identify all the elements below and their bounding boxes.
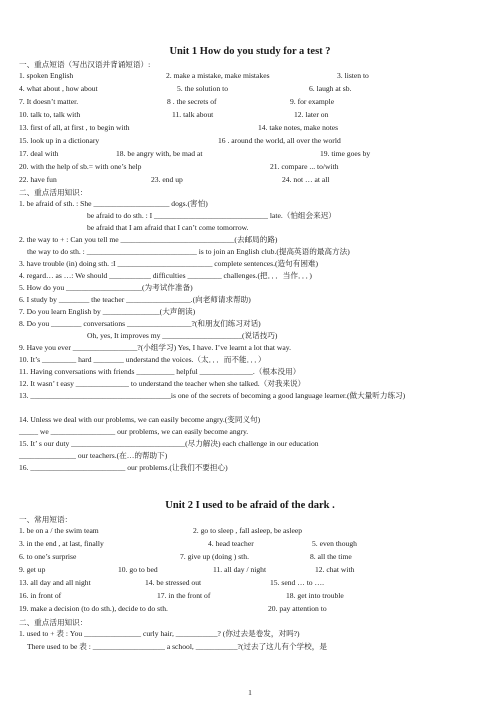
exercise-line: 6. I study by ________ the teacher _________________.(向老师请求帮助) [19, 295, 251, 304]
phrase: 7. give up (doing ) sth. [180, 552, 249, 561]
phrase: 9. get up [19, 565, 46, 574]
unit2-title: Unit 2 I used to be afraid of the dark . [165, 500, 335, 511]
phrase: 24. not … at all [282, 175, 330, 184]
phrase: 17. deal with [19, 149, 59, 158]
phrase: 13. first of all, at first , to begin with [19, 123, 130, 132]
exercise-line: 1. be afraid of sth. : She ____________________ dogs.(害怕) [19, 199, 208, 208]
phrase: 18. get into trouble [286, 591, 344, 600]
exercise-line: 10. It’s _________ hard ________ understand the voices.（太．．．而不能．．．） [19, 355, 266, 364]
phrase: 14. be stressed out [145, 578, 202, 587]
exercise-line: 5. How do you ____________________(为考试作准备) [19, 283, 193, 292]
exercise-line: 9. Have you ever _________________?(小组学习) Yes, I have. I’ve learnt a lot that way. [19, 343, 291, 352]
phrase: 12. chat with [315, 565, 355, 574]
phrase: 5. the solution to [177, 84, 229, 93]
phrase: 21. compare ... to/with [270, 162, 339, 171]
exercise-line: _____ we _________________ our problems, we can easily become angry. [19, 427, 249, 436]
exercise-line: 15. It’ s our duty ______________________________(尽力解决) each challenge in our education [19, 439, 319, 448]
phrase: 20. with the help of sb.= with one’s help [19, 162, 142, 171]
unit1-title: Unit 1 How do you study for a test ? [169, 46, 331, 57]
exercise-line: be afraid to do sth. : I ______________________________ late.（怕组会来迟） [87, 211, 336, 220]
phrase: 6. to one’s surprise [19, 552, 77, 561]
exercise-line: 2. the way to + : Can you tell me ______________________________(去邮局的路) [19, 235, 278, 244]
exercise-line: _______________ our teachers.(在…的帮助下) [19, 451, 168, 460]
phrase: 19. make a decision (to do sth.), decide to do sth. [19, 604, 168, 613]
phrase: 19. time goes by [320, 149, 371, 158]
phrase: 16 . around the world, all over the world [218, 136, 341, 145]
phrase: 1. be on a / the swim team [19, 526, 99, 535]
phrase: 18. be angry with, be mad at [116, 149, 203, 158]
phrase: 4. what about , how about [19, 84, 98, 93]
phrase: 3. in the end , at last, finally [19, 539, 104, 548]
phrase: 7. It doesn’t matter. [19, 97, 79, 106]
phrase: 16. in front of [19, 591, 62, 600]
unit2-section-knowledge: 二、重点活用知识： [19, 618, 88, 627]
phrase: 22. have fun [19, 175, 57, 184]
exercise-line: 13. _____________________________________is one of the secrets of becoming a good language learner.(做大量听力练习) [19, 391, 406, 400]
phrase: 4. head teacher [208, 539, 254, 548]
phrase: 20. pay attention to [268, 604, 327, 613]
exercise-line: 7. Do you learn English by _______________(大声朗读) [19, 307, 196, 316]
phrase: 17. in the front of [157, 591, 211, 600]
phrase: 23. end up [151, 175, 183, 184]
phrase: 5. even though [312, 539, 357, 548]
phrase: 1. spoken English [19, 71, 74, 80]
exercise-line: Oh, yes, It improves my _____________________(说话技巧) [87, 331, 278, 340]
exercise-line: be afraid that I am afraid that I can’t come tomorrow. [87, 223, 249, 232]
phrase: 8. all the time [310, 552, 352, 561]
phrase: 3. listen to [337, 71, 369, 80]
exercise-line: 8. Do you ________ conversations _________________?(和朋友们练习对话) [19, 319, 261, 328]
exercise-line: There used to be 表 : ___________________ a school, ___________?(过去了这儿有个学校，是 [27, 642, 327, 651]
phrase: 2. make a mistake, make mistakes [166, 71, 270, 80]
unit1-section-knowledge: 二、重点活用知识： [19, 188, 88, 197]
unit1-section-phrases: 一、重点短语（写出汉语并背诵短语）: [19, 60, 151, 69]
exercise-line: 12. It wasn’ t easy ______________ to understand the teacher when she talked.（对我来说） [19, 379, 306, 388]
exercise-line: 11. Having conversations with friends __________ helpful ______________.（根本没用） [19, 367, 301, 376]
phrase: 6. laugh at sb. [309, 84, 352, 93]
phrase: 10. go to bed [118, 565, 158, 574]
phrase: 9. for example [290, 97, 335, 106]
phrase: 13. all day and all night [19, 578, 91, 587]
exercise-line: the way to do sth. : _____________________________ is to join an English club.(提高英语的最高方法) [27, 247, 350, 256]
exercise-line: 14. Unless we deal with our problems, we can easily become angry.(变同义句) [19, 415, 261, 424]
exercise-line: 4. regard… as …: We should ___________ difficulties _________ challenges.(把．．．当作．．．) [19, 271, 312, 280]
phrase: 11. talk about [172, 110, 214, 119]
phrase: 11. all day / night [213, 565, 267, 574]
phrase: 8 . the secrets of [167, 97, 217, 106]
exercise-line: 1. used to + 表 : You _______________ curly hair, ___________? (你过去是卷发，对吗?) [19, 629, 300, 638]
unit2-section-phrases: 一、常用短语： [19, 515, 73, 524]
phrase: 12. later on [294, 110, 329, 119]
phrase: 10. talk to, talk with [19, 110, 81, 119]
phrase: 14. take notes, make notes [258, 123, 339, 132]
exercise-line: 16. _________________________ our problems.(让我们不要担心) [19, 463, 228, 472]
phrase: 2. go to sleep , fall asleep, be asleep [193, 526, 303, 535]
page-number: 1 [248, 688, 252, 697]
phrase: 15. send … to …. [270, 578, 324, 587]
exercise-line: 3. have trouble (in) doing sth. :I _________________________ complete sentences.(造句有困难) [19, 259, 319, 268]
phrase: 15. look up in a dictionary [19, 136, 100, 145]
